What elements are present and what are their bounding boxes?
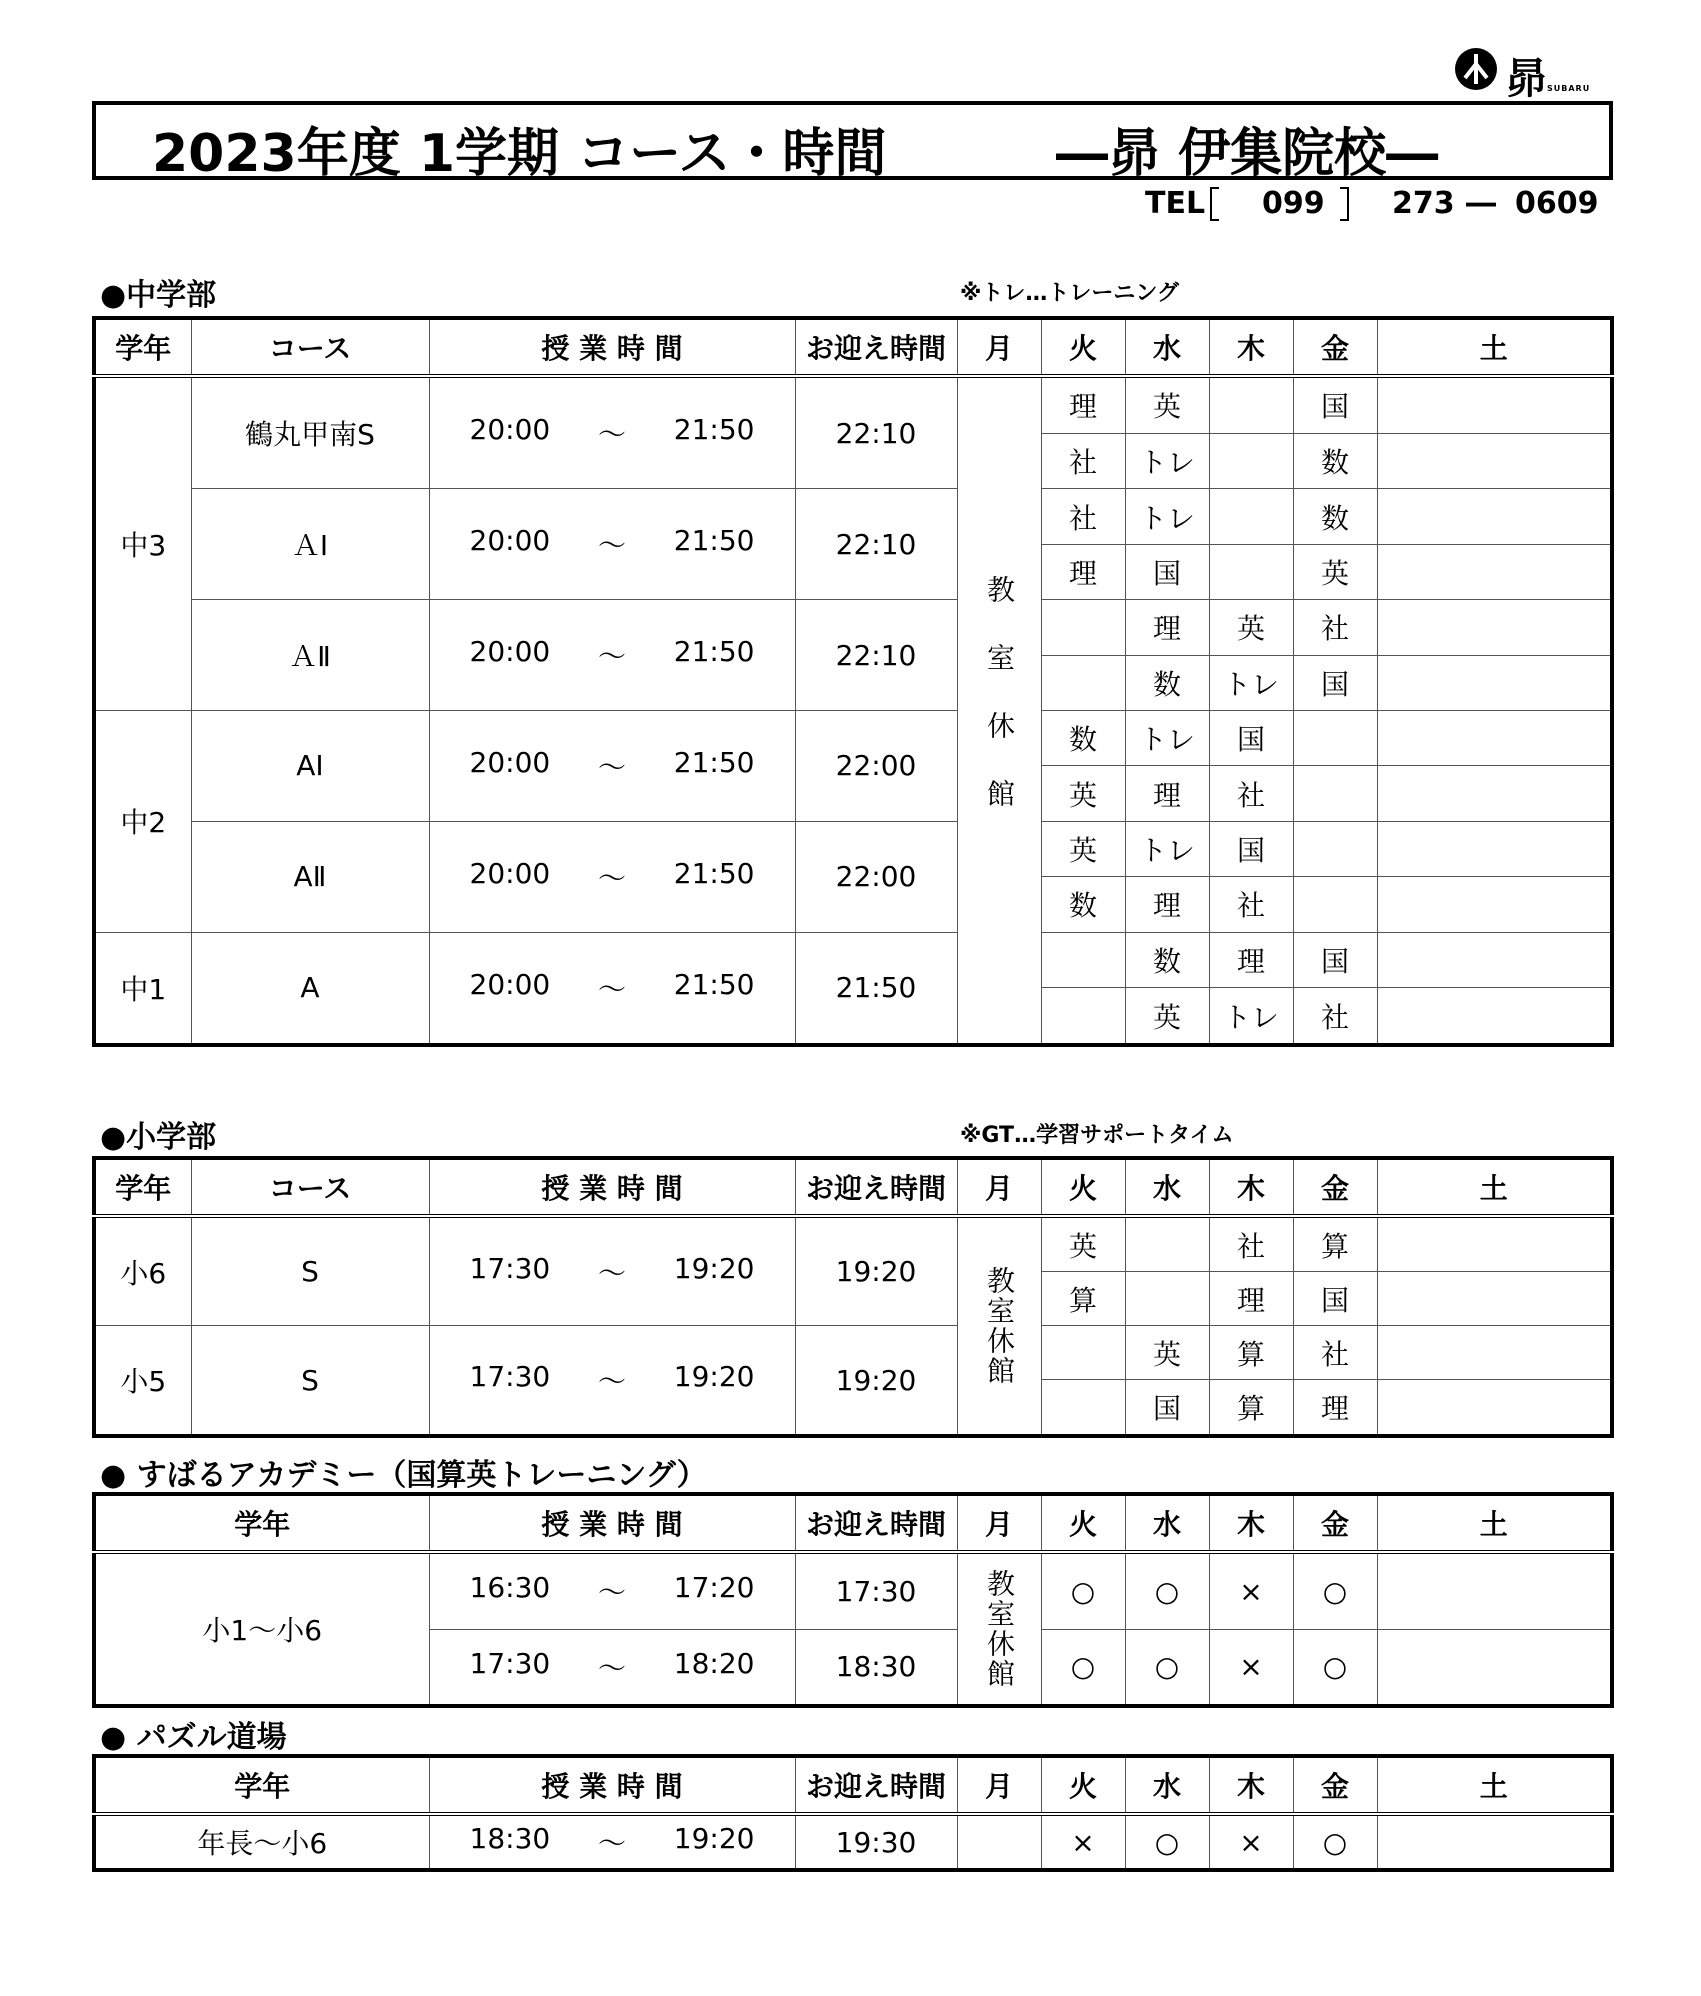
sat-cell (1377, 1380, 1612, 1436)
subject-cell: 国 (1293, 932, 1377, 987)
header-wed: 水 (1125, 1158, 1209, 1216)
middle-schedule-table (92, 316, 1614, 1047)
header-thu: 木 (1209, 1158, 1293, 1216)
pickup-cell: 22:00 (795, 821, 957, 932)
subject-cell (1209, 433, 1293, 488)
subject-cell (1293, 877, 1377, 932)
pickup-cell: 21:50 (795, 932, 957, 1045)
header-thu: 木 (1209, 1756, 1293, 1814)
course-cell: AⅠ (191, 710, 429, 821)
end-time: 21:50 (673, 635, 755, 669)
header-mon: 月 (957, 1756, 1041, 1814)
header-course: コース (191, 1158, 429, 1216)
subject-cell: 数 (1125, 932, 1209, 987)
grade-cell: 中2 (94, 710, 191, 932)
tel-number1: 273 (1392, 186, 1455, 221)
subject-cell: 国 (1293, 376, 1377, 433)
table-row (94, 376, 1612, 433)
availability-mark: × (1209, 1814, 1293, 1870)
subject-cell: 英 (1041, 821, 1125, 876)
tel-number2: 0609 (1515, 186, 1599, 221)
school-name: ―昴 伊集院校― (1056, 124, 1439, 184)
tilde: ～ (597, 861, 626, 895)
closed-label: 教室休館 (983, 1569, 1016, 1689)
table-row (94, 932, 1612, 987)
puzzle-header-row (94, 1756, 1612, 1814)
subject-cell (1041, 1380, 1125, 1436)
course-cell: S (191, 1326, 429, 1436)
sat-cell (1377, 988, 1612, 1046)
sat-cell (1377, 489, 1612, 544)
pickup-cell: 19:20 (795, 1326, 957, 1436)
subject-cell: 国 (1125, 544, 1209, 599)
tilde: ～ (597, 418, 626, 452)
subject-cell (1041, 932, 1125, 987)
time-cell (429, 376, 795, 489)
subject-cell: 社 (1209, 766, 1293, 821)
elementary-schedule-table (92, 1156, 1614, 1438)
pickup-cell: 22:10 (795, 376, 957, 489)
start-time: 20:00 (469, 413, 551, 447)
course-cell: 鶴丸甲南S (191, 376, 429, 489)
tilde: ～ (597, 1576, 626, 1610)
availability-mark: ○ (1125, 1629, 1209, 1706)
grade-cell: 年長～小6 (94, 1814, 429, 1870)
subject-cell: 国 (1209, 710, 1293, 765)
subject-cell: 国 (1293, 655, 1377, 710)
sat-cell (1377, 544, 1612, 599)
subject-cell: 社 (1293, 600, 1377, 655)
subject-cell: トレ (1209, 655, 1293, 710)
tilde: ～ (597, 1365, 626, 1399)
header-mon: 月 (957, 1158, 1041, 1216)
start-time: 17:30 (469, 1360, 551, 1394)
logo-kanji: 昴 (1505, 54, 1548, 103)
time-cell (429, 1552, 795, 1629)
header-pickup: お迎え時間 (795, 1158, 957, 1216)
tilde: ～ (597, 640, 626, 674)
course-cell: ＡⅠ (191, 489, 429, 600)
tilde: ～ (597, 1651, 626, 1685)
subject-cell: 理 (1293, 1380, 1377, 1436)
subject-cell: 理 (1041, 544, 1125, 599)
subject-cell (1293, 710, 1377, 765)
header-grade: 学年 (94, 1158, 191, 1216)
grade-cell: 中1 (94, 932, 191, 1045)
subject-cell (1041, 600, 1125, 655)
header-pickup: お迎え時間 (795, 318, 957, 376)
subject-cell: 英 (1209, 600, 1293, 655)
availability-mark: ○ (1041, 1552, 1125, 1629)
header-course: コース (191, 318, 429, 376)
sat-cell (1377, 766, 1612, 821)
subject-cell: 理 (1209, 932, 1293, 987)
header-fri: 金 (1293, 1756, 1377, 1814)
end-time: 21:50 (673, 967, 755, 1001)
availability-mark: × (1041, 1814, 1125, 1870)
closed-cell (957, 1216, 1041, 1436)
table-row (94, 1216, 1612, 1272)
course-cell: ＡⅡ (191, 600, 429, 711)
end-time: 21:50 (673, 524, 755, 558)
availability-mark: ○ (1293, 1552, 1377, 1629)
subject-cell: 数 (1125, 655, 1209, 710)
subject-cell: 算 (1041, 1272, 1125, 1326)
middle-header-row (94, 318, 1612, 376)
subject-cell: 英 (1125, 988, 1209, 1046)
subject-cell: 数 (1041, 710, 1125, 765)
end-time: 19:20 (673, 1251, 755, 1285)
pickup-cell: 19:20 (795, 1216, 957, 1326)
academy-schedule-table (92, 1492, 1614, 1708)
table-row (94, 821, 1612, 876)
subject-cell: トレ (1125, 710, 1209, 765)
subject-cell: 社 (1041, 433, 1125, 488)
subject-cell: 数 (1293, 433, 1377, 488)
elementary-heading: ●小学部 (100, 1120, 217, 1155)
header-wed: 水 (1125, 318, 1209, 376)
availability-mark: ○ (1041, 1629, 1125, 1706)
time-cell (429, 821, 795, 932)
subject-cell: 理 (1125, 877, 1209, 932)
pickup-cell: 17:30 (795, 1552, 957, 1629)
sat-cell (1377, 1272, 1612, 1326)
subject-cell: 理 (1209, 1272, 1293, 1326)
subject-cell: 国 (1293, 1272, 1377, 1326)
elementary-header-row (94, 1158, 1612, 1216)
bracket-right-icon (1338, 186, 1352, 222)
header-grade: 学年 (94, 1756, 429, 1814)
subject-cell: 数 (1293, 489, 1377, 544)
start-time: 17:30 (469, 1251, 551, 1285)
subject-cell: 英 (1041, 1216, 1125, 1272)
header-pickup: お迎え時間 (795, 1494, 957, 1552)
end-time: 21:50 (673, 413, 755, 447)
start-time: 20:00 (469, 745, 551, 779)
sat-cell (1377, 433, 1612, 488)
availability-mark: ○ (1125, 1814, 1209, 1870)
sat-cell (1377, 600, 1612, 655)
subject-cell (1293, 766, 1377, 821)
closed-label: 教室休館 (983, 574, 1016, 847)
header-thu: 木 (1209, 318, 1293, 376)
time-cell (429, 932, 795, 1045)
pickup-cell: 18:30 (795, 1629, 957, 1706)
start-time: 16:30 (469, 1571, 551, 1605)
middle-heading: ●中学部 (100, 278, 217, 313)
pickup-cell: 22:10 (795, 489, 957, 600)
end-time: 19:20 (673, 1822, 755, 1855)
header-sat: 土 (1377, 1494, 1612, 1552)
sat-cell (1377, 821, 1612, 876)
tel-label: TEL (1145, 186, 1206, 221)
tilde: ～ (597, 1256, 626, 1290)
subject-cell: 理 (1041, 376, 1125, 433)
start-time: 20:00 (469, 967, 551, 1001)
end-time: 21:50 (673, 745, 755, 779)
time-cell (429, 1216, 795, 1326)
subject-cell: 英 (1125, 1326, 1209, 1380)
sat-cell (1377, 655, 1612, 710)
puzzle-heading: ● パズル道場 (100, 1720, 287, 1755)
subject-cell (1209, 376, 1293, 433)
start-time: 17:30 (469, 1646, 551, 1680)
subject-cell (1041, 1326, 1125, 1380)
table-row (94, 600, 1612, 655)
closed-cell (957, 376, 1041, 1045)
end-time: 21:50 (673, 856, 755, 890)
header-sat: 土 (1377, 318, 1612, 376)
course-cell: AⅡ (191, 821, 429, 932)
grade-cell: 小6 (94, 1216, 191, 1326)
subject-cell: 理 (1125, 600, 1209, 655)
header-wed: 水 (1125, 1494, 1209, 1552)
grade-cell: 小5 (94, 1326, 191, 1436)
subject-cell (1209, 489, 1293, 544)
subject-cell (1125, 1272, 1209, 1326)
start-time: 20:00 (469, 635, 551, 669)
header-time: 授 業 時 間 (429, 318, 795, 376)
subject-cell (1209, 544, 1293, 599)
header-tue: 火 (1041, 1494, 1125, 1552)
subject-cell: 算 (1293, 1216, 1377, 1272)
time-cell (429, 600, 795, 711)
availability-mark: × (1209, 1629, 1293, 1706)
table-row (94, 710, 1612, 765)
tilde: ～ (597, 750, 626, 784)
time-cell (429, 1629, 795, 1706)
subject-cell: 国 (1125, 1380, 1209, 1436)
end-time: 19:20 (673, 1360, 755, 1394)
table-row (94, 1814, 1612, 1870)
header-tue: 火 (1041, 1756, 1125, 1814)
header-grade: 学年 (94, 318, 191, 376)
table-row (94, 489, 1612, 544)
closed-cell (957, 1552, 1041, 1706)
header-wed: 水 (1125, 1756, 1209, 1814)
subject-cell: 社 (1209, 1216, 1293, 1272)
availability-mark: ○ (1293, 1629, 1377, 1706)
header-sat: 土 (1377, 1158, 1612, 1216)
availability-mark: × (1209, 1552, 1293, 1629)
closed-label: 教室休館 (983, 1266, 1016, 1386)
mon-cell (957, 1814, 1041, 1870)
subject-cell: 理 (1125, 766, 1209, 821)
subject-cell: 社 (1293, 1326, 1377, 1380)
subaru-logo (1455, 46, 1595, 103)
subject-cell (1041, 988, 1125, 1046)
subject-cell: 社 (1041, 489, 1125, 544)
sat-cell (1377, 1814, 1612, 1870)
academy-header-row (94, 1494, 1612, 1552)
availability-mark: ○ (1125, 1552, 1209, 1629)
elementary-note: ※GT…学習サポートタイム (960, 1123, 1234, 1148)
sat-cell (1377, 376, 1612, 433)
sat-cell (1377, 877, 1612, 932)
page-title: 2023年度 1学期 コース・時間 (152, 124, 887, 184)
header-time: 授 業 時 間 (429, 1756, 795, 1814)
subject-cell (1041, 655, 1125, 710)
subject-cell: トレ (1125, 433, 1209, 488)
subject-cell: トレ (1125, 489, 1209, 544)
tel-area: 099 (1262, 186, 1325, 221)
time-cell (429, 489, 795, 600)
start-time: 20:00 (469, 524, 551, 558)
header-mon: 月 (957, 318, 1041, 376)
subject-cell: 英 (1125, 376, 1209, 433)
time-cell (429, 1814, 795, 1870)
sat-cell (1377, 1552, 1612, 1629)
academy-heading: ● すばるアカデミー（国算英トレーニング） (100, 1458, 707, 1493)
pickup-cell: 22:00 (795, 710, 957, 821)
sat-cell (1377, 1629, 1612, 1706)
course-cell: S (191, 1216, 429, 1326)
tilde: ～ (597, 529, 626, 563)
header-fri: 金 (1293, 1158, 1377, 1216)
logo-en: SUBARU (1547, 84, 1591, 93)
time-cell (429, 710, 795, 821)
subject-cell: 社 (1293, 988, 1377, 1046)
header-mon: 月 (957, 1494, 1041, 1552)
sat-cell (1377, 1326, 1612, 1380)
grade-cell: 小1～小6 (94, 1552, 429, 1706)
header-fri: 金 (1293, 318, 1377, 376)
logo-emblem-icon (1455, 48, 1497, 90)
header-grade: 学年 (94, 1494, 429, 1552)
bracket-left-icon (1207, 186, 1221, 222)
grade-cell: 中3 (94, 376, 191, 710)
subject-cell (1125, 1216, 1209, 1272)
subject-cell: 国 (1209, 821, 1293, 876)
subject-cell (1293, 821, 1377, 876)
subject-cell: トレ (1209, 988, 1293, 1046)
table-row (94, 1552, 1612, 1629)
puzzle-schedule-table (92, 1754, 1614, 1872)
subject-cell: 数 (1041, 877, 1125, 932)
header-sat: 土 (1377, 1756, 1612, 1814)
middle-note: ※トレ…トレーニング (960, 281, 1179, 306)
header-tue: 火 (1041, 318, 1125, 376)
start-time: 20:00 (469, 856, 551, 890)
end-time: 18:20 (673, 1646, 755, 1680)
sat-cell (1377, 1216, 1612, 1272)
header-pickup: お迎え時間 (795, 1756, 957, 1814)
header-fri: 金 (1293, 1494, 1377, 1552)
tel-dash: ― (1466, 186, 1496, 221)
subject-cell: トレ (1125, 821, 1209, 876)
end-time: 17:20 (673, 1571, 755, 1605)
header-time: 授 業 時 間 (429, 1494, 795, 1552)
title-box (92, 101, 1613, 184)
subject-cell: 算 (1209, 1326, 1293, 1380)
pickup-cell: 19:30 (795, 1814, 957, 1870)
subject-cell: 英 (1041, 766, 1125, 821)
tilde: ～ (597, 1827, 626, 1860)
header-thu: 木 (1209, 1494, 1293, 1552)
sat-cell (1377, 932, 1612, 987)
time-cell (429, 1326, 795, 1436)
sat-cell (1377, 710, 1612, 765)
start-time: 18:30 (469, 1822, 551, 1855)
table-row (94, 1326, 1612, 1380)
tilde: ～ (597, 972, 626, 1006)
header-tue: 火 (1041, 1158, 1125, 1216)
subject-cell: 英 (1293, 544, 1377, 599)
header-time: 授 業 時 間 (429, 1158, 795, 1216)
pickup-cell: 22:10 (795, 600, 957, 711)
subject-cell: 算 (1209, 1380, 1293, 1436)
course-cell: A (191, 932, 429, 1045)
availability-mark: ○ (1293, 1814, 1377, 1870)
subject-cell: 社 (1209, 877, 1293, 932)
